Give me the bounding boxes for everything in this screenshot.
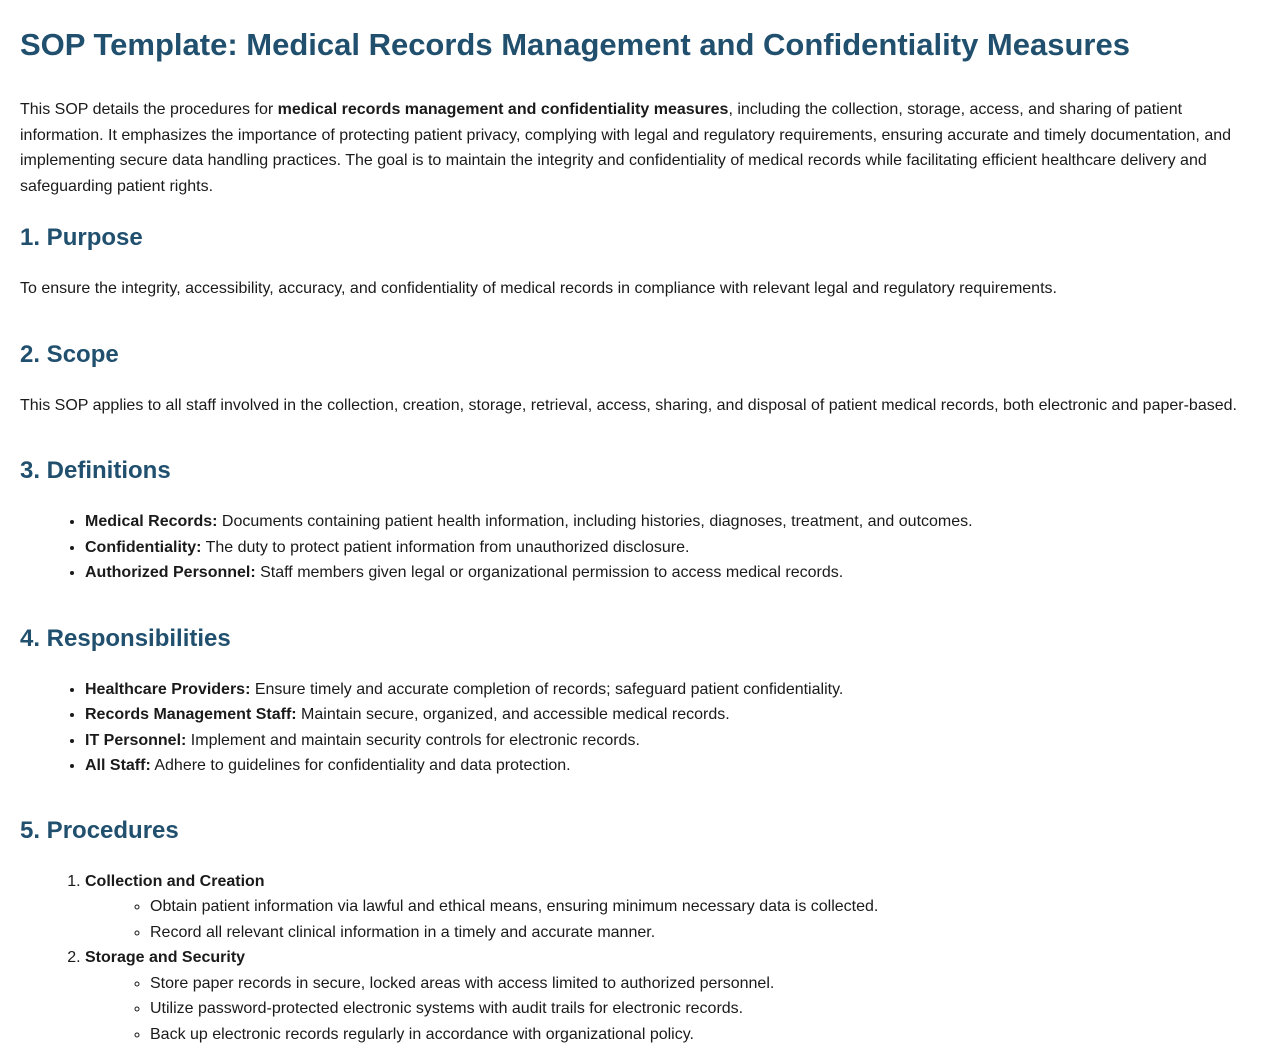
responsibility-desc: Adhere to guidelines for confidentiality and data protection.	[151, 757, 571, 774]
section-heading-definitions: 3. Definitions	[20, 456, 1243, 486]
definition-desc: Documents containing patient health information, including histories, diagnoses, treatment, and outcomes.	[217, 513, 972, 530]
list-item: ◦ Record all relevant clinical information in a timely and accurate manner.	[150, 920, 1243, 946]
section-heading-responsibilities: 4. Responsibilities	[20, 624, 1243, 654]
list-item: ◦ Utilize password-protected electronic systems with audit trails for electronic records.	[150, 996, 1243, 1022]
definition-term: Medical Records:	[85, 513, 217, 530]
definitions-list	[20, 509, 1243, 586]
list-item	[85, 677, 1243, 703]
procedure-step-title: Collection and Creation	[85, 873, 265, 890]
intro-paragraph	[20, 97, 1243, 199]
responsibility-role: Healthcare Providers:	[85, 681, 250, 698]
list-item	[85, 728, 1243, 754]
section-responsibilities	[20, 624, 1243, 779]
section-purpose	[20, 223, 1243, 302]
procedure-substeps	[85, 894, 1243, 945]
intro-bold-text: medical records management and confidentiality measures	[278, 101, 729, 118]
purpose-text: To ensure the integrity, accessibility, accuracy, and confidentiality of medical records in compliance with relevant legal and regulatory requirements.	[20, 276, 1243, 302]
procedure-step	[85, 869, 1243, 946]
section-heading-scope: 2. Scope	[20, 340, 1243, 370]
list-item: ◦ Back up electronic records regularly in accordance with organizational policy.	[150, 1022, 1243, 1047]
definition-desc: Staff members given legal or organizational permission to access medical records.	[256, 564, 844, 581]
list-item	[85, 535, 1243, 561]
section-scope	[20, 340, 1243, 419]
section-procedures	[20, 816, 1243, 1047]
list-item	[85, 560, 1243, 586]
definition-desc: The duty to protect patient information from unauthorized disclosure.	[201, 539, 689, 556]
responsibility-role: IT Personnel:	[85, 732, 186, 749]
scope-text: This SOP applies to all staff involved in the collection, creation, storage, retrieval, access, sharing, and disposal of patient medical records, both electronic and paper-based.	[20, 393, 1243, 419]
list-item	[85, 702, 1243, 728]
intro-text-start: This SOP details the procedures for	[20, 101, 278, 118]
responsibility-role: All Staff:	[85, 757, 151, 774]
list-item: ◦ Store paper records in secure, locked areas with access limited to authorized personnel.	[150, 971, 1243, 997]
procedure-substeps	[85, 971, 1243, 1047]
section-heading-purpose: 1. Purpose	[20, 223, 1243, 253]
procedure-step-title: Storage and Security	[85, 949, 245, 966]
responsibility-role: Records Management Staff:	[85, 706, 297, 723]
intro-text-end: , including the collection, storage, access, and sharing of patient information. It emphasizes the importance of protecting patient privacy, complying with legal and regulatory requirements, ensuring accurate and timely documentation, and implementing secure data handling practices. The goal is to maintain the integrity and confidentiality of medical records while facilitating efficient healthcare delivery and safeguarding patient rights.	[20, 101, 1231, 195]
definition-term: Confidentiality:	[85, 539, 201, 556]
responsibility-desc: Implement and maintain security controls for electronic records.	[186, 732, 640, 749]
section-heading-procedures: 5. Procedures	[20, 816, 1243, 846]
procedures-list	[20, 869, 1243, 1047]
list-item	[85, 753, 1243, 779]
responsibility-desc: Maintain secure, organized, and accessible medical records.	[297, 706, 730, 723]
definition-term: Authorized Personnel:	[85, 564, 256, 581]
responsibility-desc: Ensure timely and accurate completion of records; safeguard patient confidentiality.	[250, 681, 843, 698]
page-title: SOP Template: Medical Records Management and Confidentiality Measures	[20, 0, 1243, 63]
responsibilities-list	[20, 677, 1243, 779]
list-item: ◦ Obtain patient information via lawful and ethical means, ensuring minimum necessary data is collected.	[150, 894, 1243, 920]
section-definitions	[20, 456, 1243, 586]
list-item	[85, 509, 1243, 535]
